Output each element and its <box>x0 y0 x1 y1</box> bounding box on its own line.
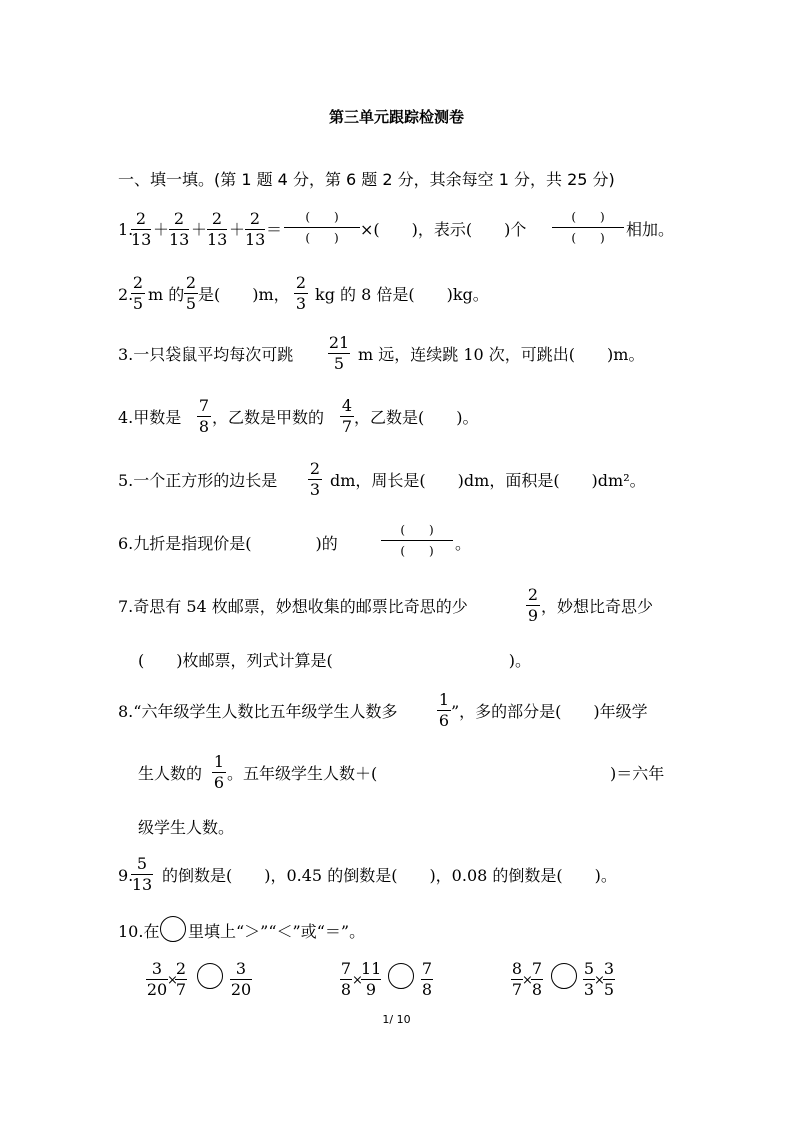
q10-item1-frac-a: 3 20 <box>146 959 168 999</box>
page-number: 1/ 10 <box>382 1013 411 1026</box>
q7-frac: 2 9 <box>527 585 539 625</box>
section-heading: 一、填一填。(第 1 题 4 分，第 6 题 2 分，其余每空 1 分，共 25 分) <box>118 170 615 189</box>
q6-blank-fraction[interactable]: ( ) ( ) <box>381 521 453 560</box>
q8-frac-1: 1 6 <box>438 690 450 730</box>
q1-number: 1. <box>118 220 134 239</box>
q10-item2-frac-b: 11 9 <box>361 959 382 999</box>
page-title: 第三单元跟踪检测卷 <box>328 108 464 126</box>
q10-item3-frac-c: 5 3 <box>583 959 595 999</box>
q1-frac-2: 2 13 <box>169 209 190 249</box>
q8-frac-2: 1 6 <box>213 752 225 792</box>
q10-item1-answer-circle[interactable] <box>197 963 223 989</box>
q4-frac-1: 7 8 <box>198 396 210 436</box>
q10-item1-frac-b: 2 7 <box>175 959 187 999</box>
q10-item3-frac-b: 7 8 <box>531 959 543 999</box>
q10-item3-frac-e: 3 5 <box>603 959 615 999</box>
q10-item3-frac-a: 8 7 <box>511 959 523 999</box>
q1-blank-fraction[interactable]: ( ) ( ) <box>284 208 360 247</box>
q2-frac-1: 2 5 <box>132 273 144 313</box>
q2-frac-3: 2 3 <box>295 273 307 313</box>
q10-item1-frac-c: 3 20 <box>230 959 252 999</box>
q10-item2-answer-circle[interactable] <box>388 963 414 989</box>
q9-frac: 5 13 <box>131 854 153 894</box>
q2-frac-2: 2 5 <box>185 273 197 313</box>
q1-blank-fraction-2[interactable]: ( ) ( ) <box>552 208 624 247</box>
q1-frac-3: 2 13 <box>207 209 228 249</box>
q1-frac-1: 2 13 <box>131 209 152 249</box>
q3-frac: 21 5 <box>328 333 350 373</box>
q10-item2-frac-a: 7 8 <box>340 959 352 999</box>
compare-circle-icon <box>160 916 186 942</box>
q4-frac-2: 4 7 <box>341 396 353 436</box>
q10-item3-answer-circle[interactable] <box>551 963 577 989</box>
q1-frac-4: 2 13 <box>245 209 266 249</box>
q5-frac: 2 3 <box>309 459 321 499</box>
q10-item2-frac-c: 7 8 <box>421 959 433 999</box>
